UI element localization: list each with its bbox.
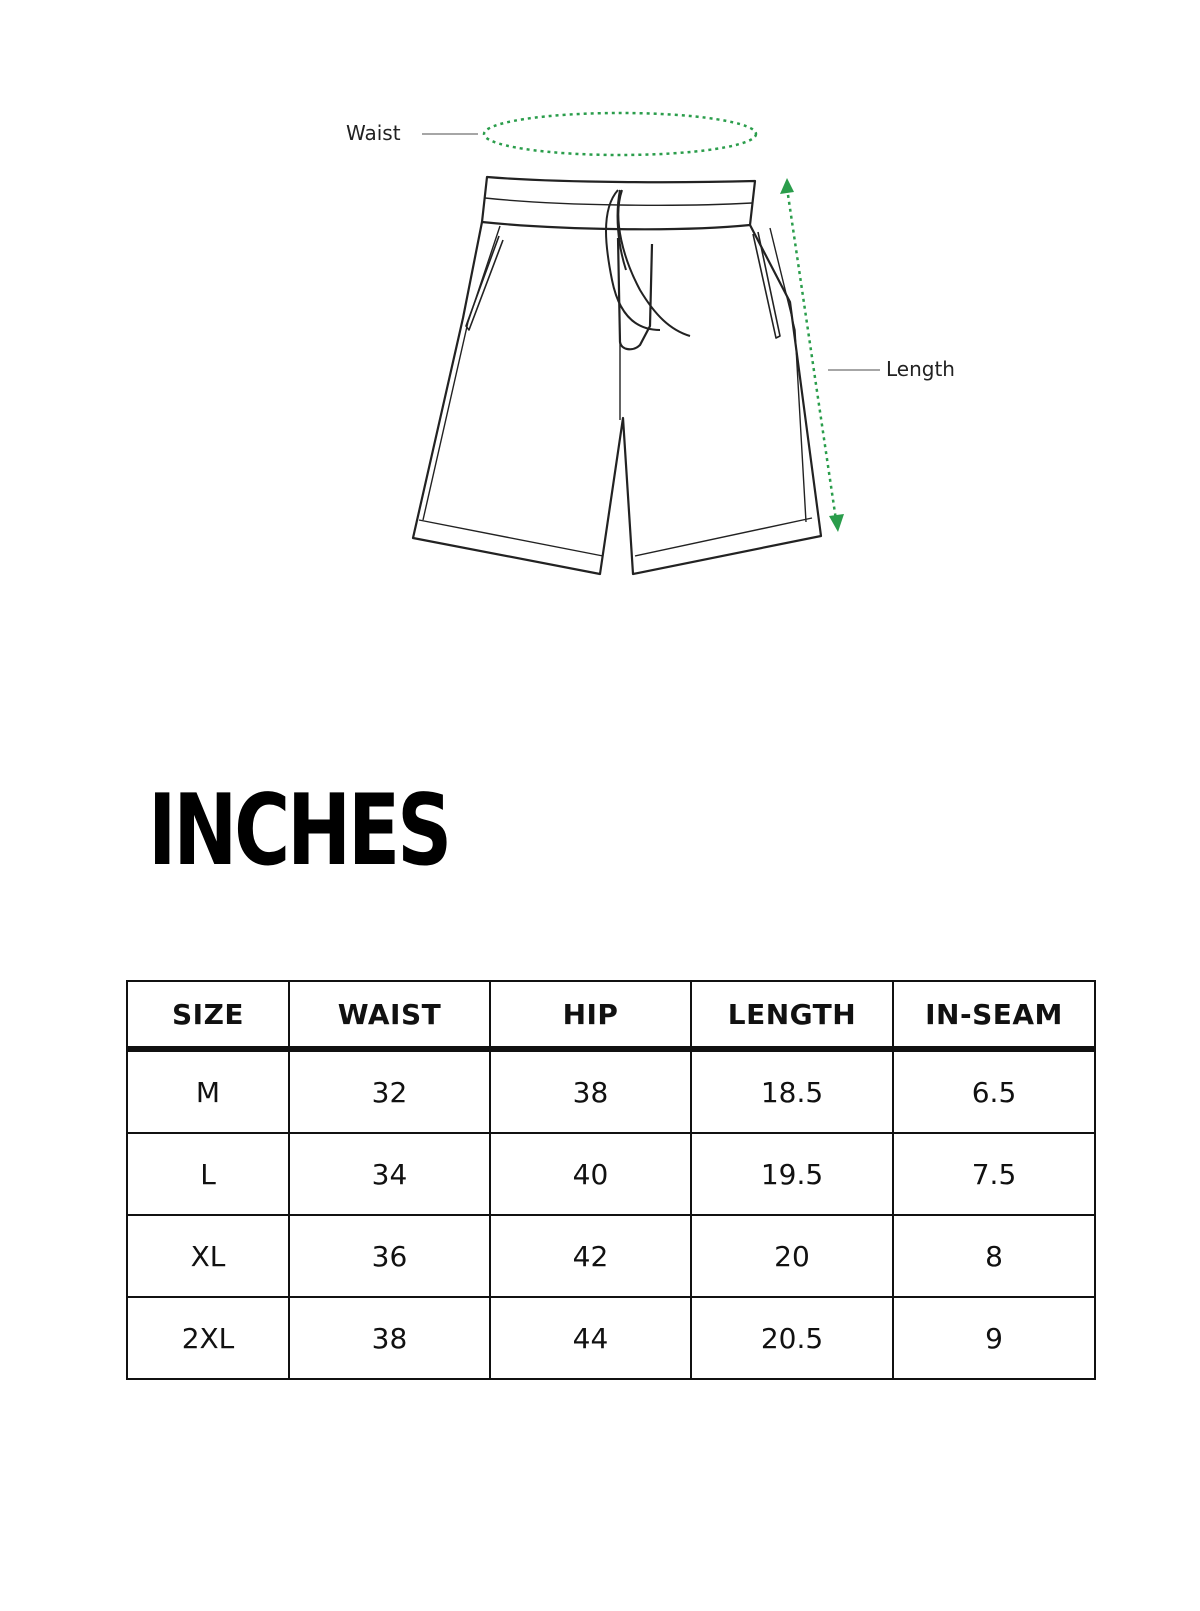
table-row [127, 1215, 1095, 1297]
cell-waist: 34 [289, 1133, 490, 1215]
length-measure-arrow [780, 178, 844, 532]
cell-hip: 42 [490, 1215, 691, 1297]
header-length: LENGTH [691, 981, 893, 1049]
unit-heading: INCHES [148, 774, 450, 888]
cell-hip: 38 [490, 1049, 691, 1133]
cell-waist: 38 [289, 1297, 490, 1379]
cell-length: 19.5 [691, 1133, 893, 1215]
cell-hip: 44 [490, 1297, 691, 1379]
waist-label: Waist [346, 121, 401, 145]
length-label: Length [886, 357, 955, 381]
shorts-illustration [0, 0, 1200, 640]
cell-in-seam: 6.5 [893, 1049, 1095, 1133]
shorts-outline [413, 177, 821, 574]
table-row [127, 1297, 1095, 1379]
cell-waist: 36 [289, 1215, 490, 1297]
header-waist: WAIST [289, 981, 490, 1049]
shorts-measurement-diagram [0, 0, 1200, 640]
cell-hip: 40 [490, 1133, 691, 1215]
table-row [127, 1049, 1095, 1133]
waist-measure-ellipse [484, 113, 756, 155]
size-chart-table [126, 980, 1096, 1380]
header-in-seam: IN-SEAM [893, 981, 1095, 1049]
cell-length: 20.5 [691, 1297, 893, 1379]
cell-waist: 32 [289, 1049, 490, 1133]
header-hip: HIP [490, 981, 691, 1049]
cell-length: 18.5 [691, 1049, 893, 1133]
table-row [127, 1133, 1095, 1215]
header-size: SIZE [127, 981, 289, 1049]
cell-size: L [127, 1133, 289, 1215]
cell-in-seam: 9 [893, 1297, 1095, 1379]
cell-size: M [127, 1049, 289, 1133]
cell-in-seam: 7.5 [893, 1133, 1095, 1215]
cell-length: 20 [691, 1215, 893, 1297]
cell-size: 2XL [127, 1297, 289, 1379]
cell-in-seam: 8 [893, 1215, 1095, 1297]
cell-size: XL [127, 1215, 289, 1297]
table-header-row [127, 981, 1095, 1049]
